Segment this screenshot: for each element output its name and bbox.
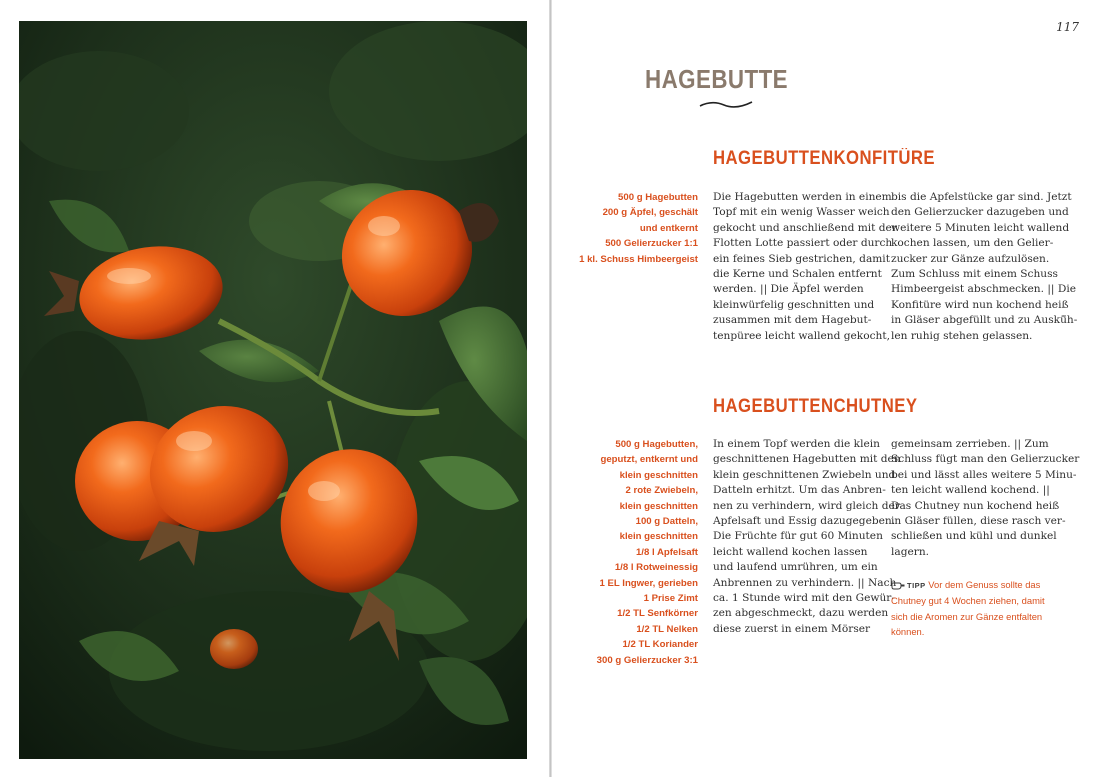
ingredient-line: 500 g Hagebutten, <box>615 439 698 450</box>
text-line: ten leicht wallend kochend. || <box>891 484 1050 497</box>
ingredient-line: 1/8 l Rotweinessig <box>614 562 698 574</box>
text-line: in Gläser füllen, diese rasch ver- <box>891 515 1066 528</box>
ingredient-line: 500 g Hagebutten <box>618 192 698 203</box>
text-line: tenpüree leicht wallend gekocht, <box>713 329 890 342</box>
text-line: bis die Apfelstücke gar sind. Jetzt <box>891 191 1072 203</box>
text-line: weitere 5 Minuten leicht wallend <box>891 221 1070 234</box>
title-swash-ornament <box>698 98 754 110</box>
tip-line: sich die Aromen zur Gänze entfalten <box>891 610 1043 622</box>
text-line: den Gelierzucker dazugeben und <box>891 206 1069 219</box>
text-line: klein geschnittenen Zwiebeln und <box>713 468 896 481</box>
ingredient-line: 1/2 TL Senfkörner <box>617 608 698 620</box>
tip-line: Chutney gut 4 Wochen ziehen, damit <box>891 595 1045 607</box>
ingredient-list-chutney <box>597 437 698 668</box>
text-line: Die Früchte für gut 60 Minuten <box>713 530 883 543</box>
text-line: Konfitüre wird nun kochend heiß <box>891 298 1069 311</box>
text-line: In einem Topf werden die klein <box>713 438 880 450</box>
ingredient-line: klein geschnitten <box>619 500 698 512</box>
text-line: die Kerne und Schalen entfernt <box>713 268 882 281</box>
text-line: diese zuerst in einem Mörser <box>713 622 871 635</box>
text-line: len ruhig stehen gelassen. <box>891 329 1033 342</box>
page-number: 117 <box>1056 20 1079 34</box>
tip-box <box>891 577 1066 640</box>
text-line: Das Chutney nun kochend heiß <box>891 499 1060 512</box>
text-line: ein feines Sieb gestrichen, damit <box>713 252 890 265</box>
text-line: bei und lässt alles weitere 5 Minu- <box>891 468 1077 481</box>
instructions-column-2 <box>891 437 1080 560</box>
ingredient-line: klein geschnitten <box>619 469 698 481</box>
instructions-column-2 <box>891 190 1078 344</box>
text-line: zusammen mit dem Hagebut- <box>713 314 872 327</box>
text-line: gekocht und anschließend mit der <box>713 221 897 234</box>
ingredient-line: und entkernt <box>639 222 698 234</box>
text-line: lagern. <box>891 545 930 558</box>
ingredient-line: 500 Gelierzucker 1:1 <box>605 238 698 250</box>
text-line: Datteln erhitzt. Um das Anbren- <box>713 484 886 497</box>
ingredient-line: 2 rote Zwiebeln, <box>625 485 698 497</box>
text-line: Schluss fügt man den Gelierzucker <box>891 453 1080 466</box>
ingredient-line: 1/2 TL Koriander <box>622 639 698 651</box>
text-line: Apfelsaft und Essig dazugegeben. <box>713 515 896 528</box>
ingredient-line: geputzt, entkernt und <box>600 454 698 466</box>
ingredient-line: 100 g Datteln, <box>635 516 698 528</box>
left-page <box>0 0 550 777</box>
text-line: ca. 1 Stunde wird mit den Gewür- <box>713 592 895 605</box>
ingredient-line: 300 g Gelierzucker 3:1 <box>596 654 698 666</box>
text-line: in Gläser abgefüllt und zu Auskü̈h- <box>891 314 1078 327</box>
text-line: schließen und kühl und dunkel <box>891 530 1057 543</box>
tip-line <box>891 577 1066 593</box>
ingredient-line: 1/2 TL Nelken <box>636 623 698 635</box>
text-line: gemeinsam zerrieben. || Zum <box>891 438 1049 450</box>
text-line: Zum Schluss mit einem Schuss <box>891 268 1058 281</box>
text-line: geschnittenen Hagebutten mit den <box>713 453 901 466</box>
section-title: HAGEBUTTE <box>645 64 789 94</box>
ingredient-list-konfituere <box>579 190 698 267</box>
tip-label: TIPP <box>907 581 926 590</box>
text-line: werden. || Die Äpfel werden <box>713 283 864 296</box>
ingredient-line: klein geschnitten <box>619 531 698 543</box>
tip-line: können. <box>891 626 925 638</box>
ingredient-line: 200 g Äpfel, geschält <box>602 207 698 219</box>
right-page <box>552 0 1101 777</box>
instructions-column-1 <box>713 437 901 637</box>
text-line: Anbrennen zu verhindern. || Nach <box>713 576 897 589</box>
ingredient-line: 1 EL Ingwer, gerieben <box>599 577 698 589</box>
text-line: kochen lassen, um den Gelier- <box>891 237 1054 250</box>
text-line: zen abgeschmeckt, dazu werden <box>713 607 889 620</box>
text-line: kleinwürfelig geschnitten und <box>713 298 875 311</box>
text-line: leicht wallend kochen lassen <box>713 545 868 558</box>
ingredient-line: 1/8 l Apfelsaft <box>635 546 698 558</box>
instructions-column-1 <box>713 190 897 344</box>
recipe-title-konfituere: HAGEBUTTENKONFITÜRE <box>713 148 936 169</box>
text-line: Himbeergeist abschmecken. || Die <box>891 283 1076 296</box>
text-line: Flotten Lotte passiert oder durch <box>713 237 893 250</box>
tip-text: Vor dem Genuss sollte das <box>928 579 1041 590</box>
text-line: zucker zur Gänze aufzulösen. <box>891 252 1050 265</box>
ingredient-line: 1 kl. Schuss Himbeergeist <box>579 253 698 265</box>
ingredient-line: 1 Prise Zimt <box>643 593 698 605</box>
pointing-hand-icon <box>891 581 905 590</box>
text-line: Die Hagebutten werden in einem <box>713 191 892 203</box>
text-line: und laufend umrühren, um ein <box>713 561 878 574</box>
recipe-title-chutney: HAGEBUTTENCHUTNEY <box>713 396 918 417</box>
rosehip-photo <box>19 21 527 759</box>
text-line: nen zu verhindern, wird gleich der <box>713 499 900 512</box>
text-line: Topf mit ein wenig Wasser weich <box>713 206 890 219</box>
